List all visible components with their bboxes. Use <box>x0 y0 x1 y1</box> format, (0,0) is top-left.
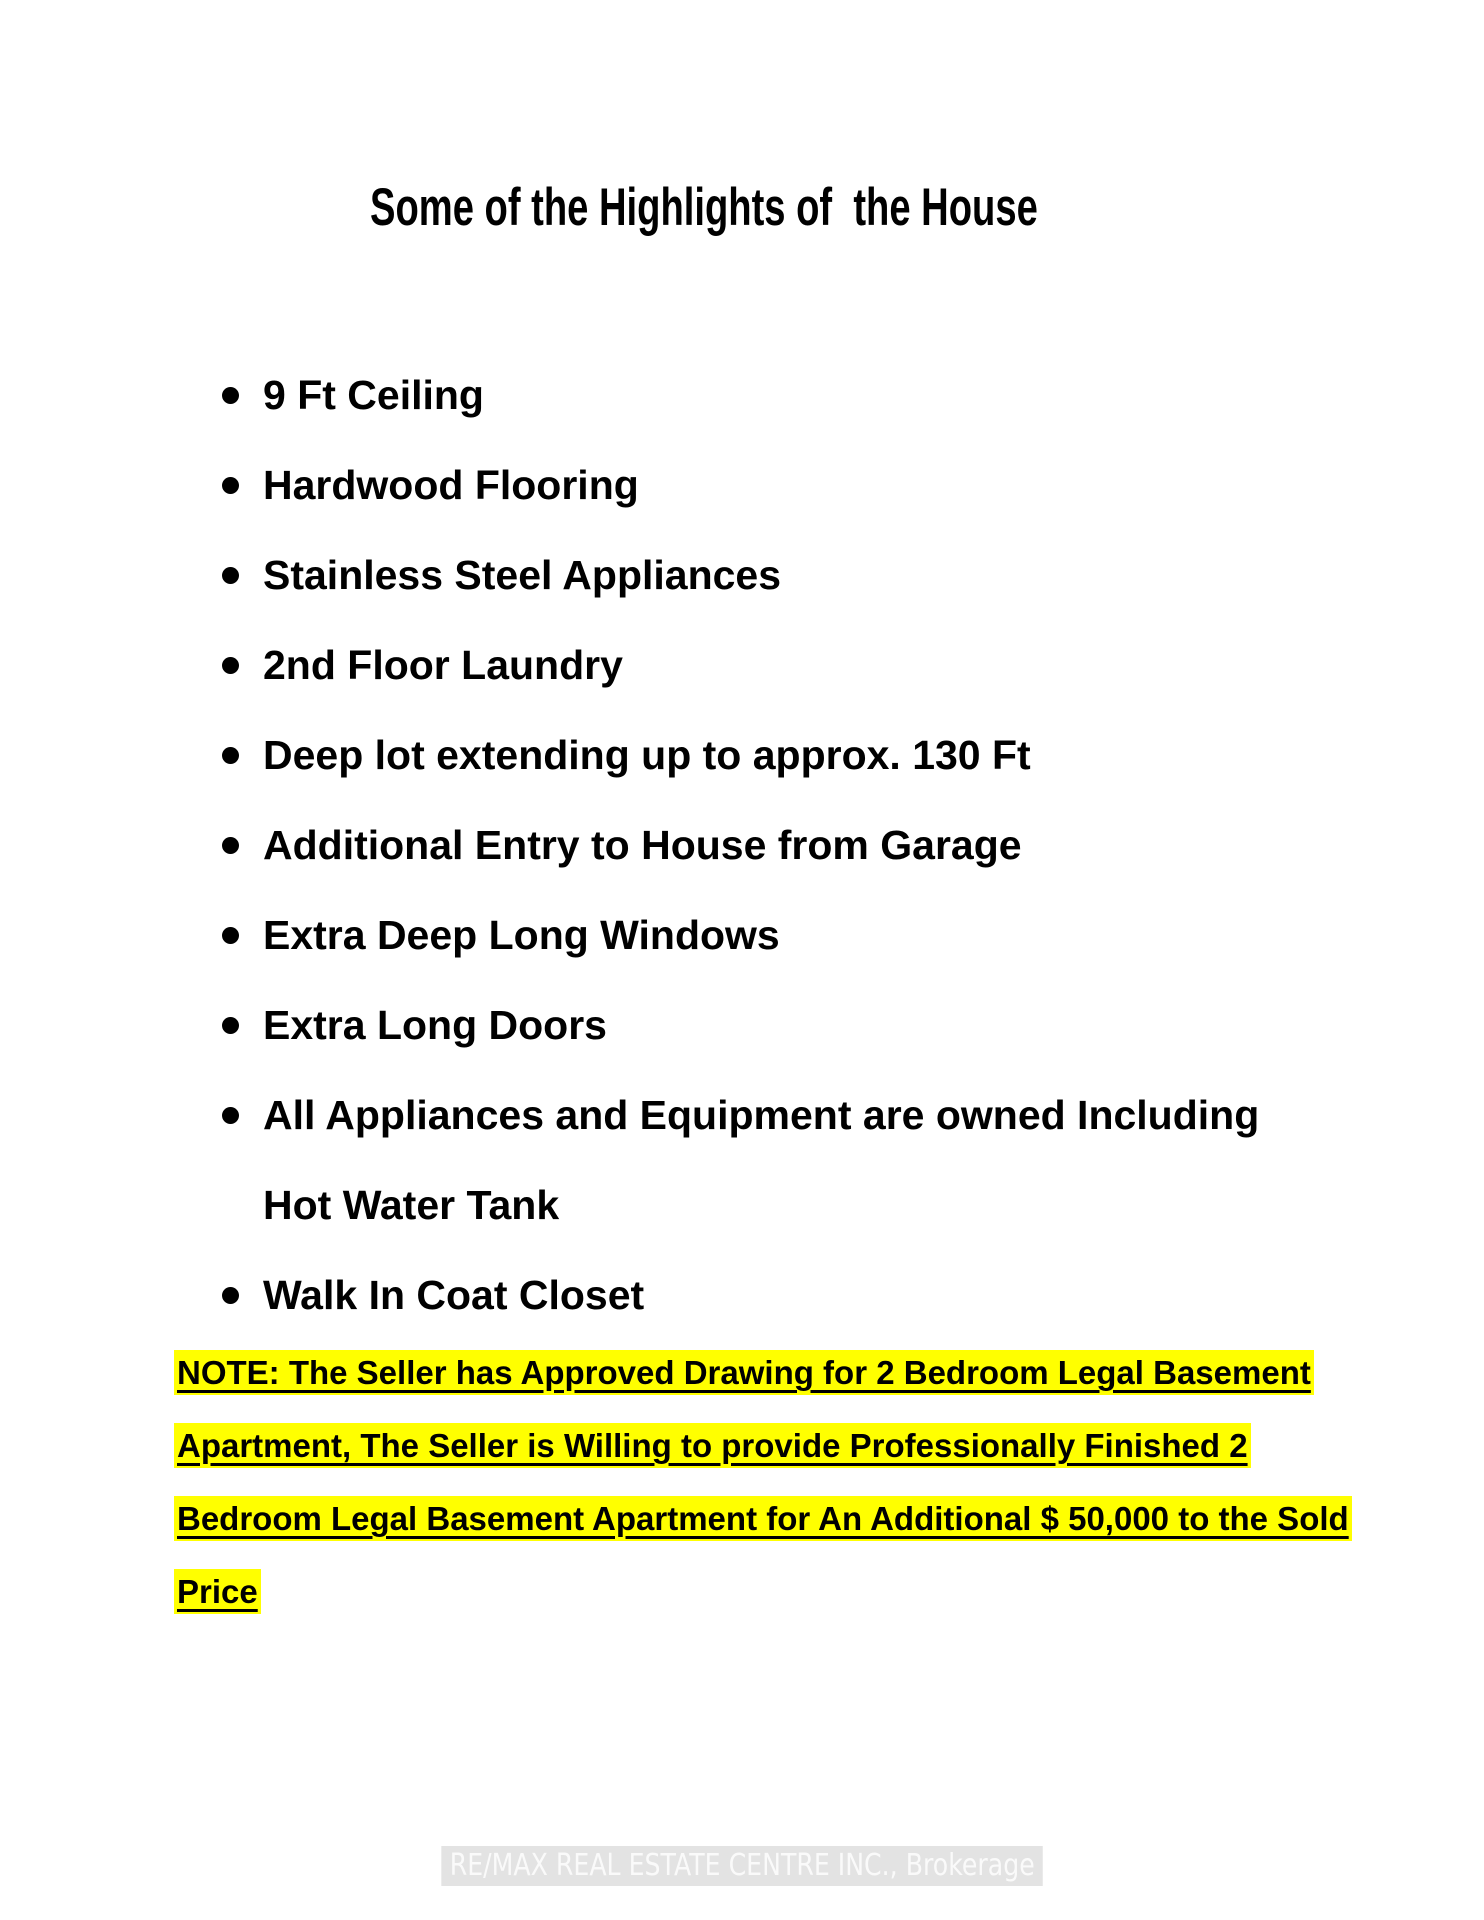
list-item-text: 2nd Floor Laundry <box>263 641 623 688</box>
note-line <box>174 1555 1364 1628</box>
note-line <box>174 1336 1364 1409</box>
bullet-icon <box>222 927 239 944</box>
list-item-text: Deep lot extending up to approx. 130 Ft <box>263 731 1031 778</box>
note-line <box>174 1409 1364 1482</box>
bullet-icon <box>222 1287 239 1304</box>
page-title: Some of the Highlights of the House <box>370 178 1038 237</box>
list-item <box>222 440 1259 530</box>
bullet-icon <box>222 1017 239 1034</box>
list-item-continuation <box>222 1160 1259 1250</box>
bullet-icon <box>222 747 239 764</box>
list-item-text: 9 Ft Ceiling <box>263 371 484 418</box>
bullet-icon <box>222 657 239 674</box>
list-item-text: Additional Entry to House from Garage <box>263 821 1022 868</box>
bullet-icon <box>222 1107 239 1124</box>
highlights-list <box>222 350 1259 1340</box>
list-item-text: Walk In Coat Closet <box>263 1271 645 1318</box>
list-item <box>222 890 1259 980</box>
note-line-text: Apartment, The Seller is Willing to provide Professionally Finished 2 <box>174 1423 1251 1468</box>
list-item-text: Stainless Steel Appliances <box>263 551 782 598</box>
list-item <box>222 1250 1259 1340</box>
list-item-text: All Appliances and Equipment are owned Including <box>263 1091 1260 1138</box>
bullet-icon <box>222 477 239 494</box>
list-item <box>222 1070 1259 1160</box>
list-item-text: Extra Long Doors <box>263 1001 607 1048</box>
bullet-icon <box>222 387 239 404</box>
brokerage-watermark-text: RE/MAX REAL ESTATE CENTRE INC., Brokerage <box>441 1846 1043 1886</box>
list-item <box>222 350 1259 440</box>
list-item <box>222 800 1259 890</box>
list-item-text: Hot Water Tank <box>263 1181 560 1228</box>
bullet-icon <box>222 837 239 854</box>
list-item <box>222 620 1259 710</box>
list-item <box>222 980 1259 1070</box>
note-line-text: NOTE: The Seller has Approved Drawing for 2 Bedroom Legal Basement <box>174 1350 1314 1395</box>
note-line <box>174 1482 1364 1555</box>
brokerage-watermark <box>0 1846 1484 1886</box>
list-item <box>222 530 1259 620</box>
bullet-icon <box>222 567 239 584</box>
list-item-text: Hardwood Flooring <box>263 461 639 508</box>
list-item <box>222 710 1259 800</box>
note-line-text: Price <box>174 1569 261 1614</box>
list-item-text: Extra Deep Long Windows <box>263 911 780 958</box>
note-line-text: Bedroom Legal Basement Apartment for An Additional $ 50,000 to the Sold <box>174 1496 1352 1541</box>
note-section <box>174 1336 1364 1628</box>
